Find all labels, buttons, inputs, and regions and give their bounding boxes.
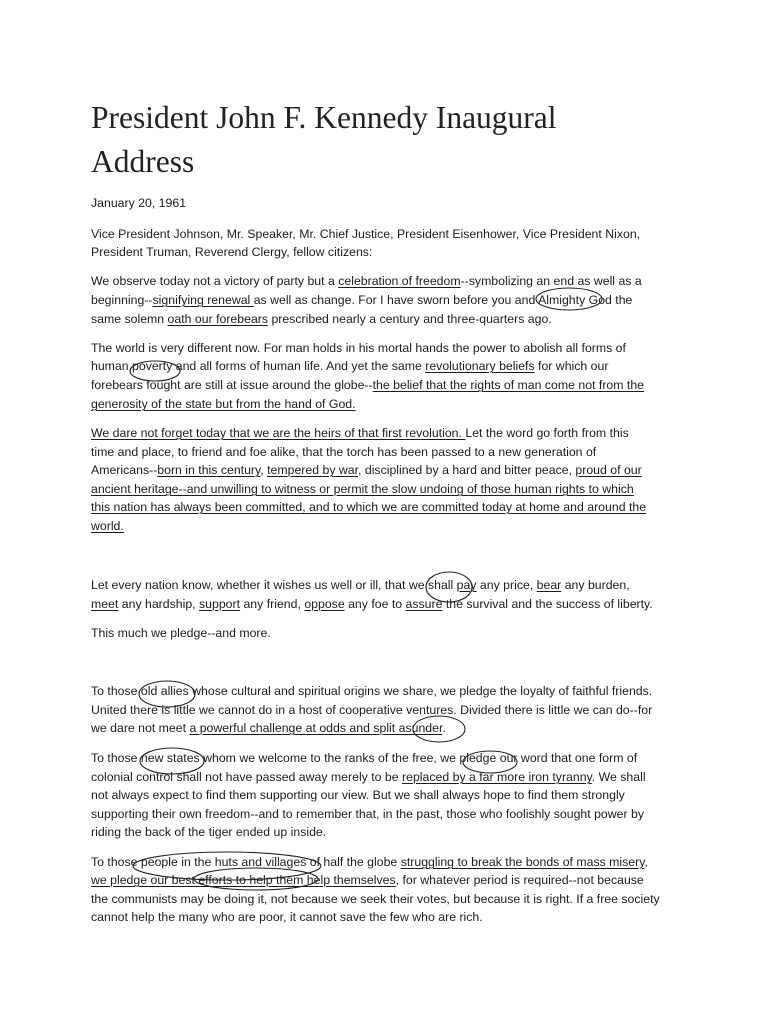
paragraph-7-line-4: supporting their own freedom--and to remember that, in the past, those who foolishly sought power by <box>91 807 644 821</box>
document-title <box>91 96 711 184</box>
paragraph-2-line-2: human poverty and all forms of human life. And yet the same revolutionary beliefs for which our <box>91 359 609 373</box>
paragraph-1-line-2: beginning--signifying renewal as well as change. For I have sworn before you and Almighty God the <box>91 293 633 307</box>
paragraph-7-line-5: riding the back of the tiger ended up inside. <box>91 825 327 839</box>
underlined-phrase: this nation has always been committed, and to which we are committed today at home and around the <box>91 500 647 514</box>
paragraph-6-line-1: To those old allies whose cultural and spiritual origins we share, we pledge the loyalty of faithful friends. <box>91 684 653 698</box>
paragraph-2-line-1: The world is very different now. For man holds in his mortal hands the power to abolish all forms of <box>91 341 626 355</box>
underlined-phrase: We dare not forget today that we are the heirs of that first revolution. <box>91 426 466 440</box>
paragraph-1-line-3: same solemn oath our forebears prescribed nearly a century and three-quarters ago. <box>91 312 552 326</box>
paragraph-7-line-2: colonial control shall not have passed away merely to be replaced by a far more iron tyranny. We shall <box>91 770 646 784</box>
underlined-phrase: ancient heritage--and unwilling to witness or permit the slow undoing of those human rights to which <box>91 482 634 496</box>
underlined-phrase: celebration of freedom <box>338 274 461 288</box>
title-line-1: President John F. Kennedy Inaugural <box>91 100 557 135</box>
paragraph-8-line-4: cannot help the many who are poor, it cannot save the few who are rich. <box>91 910 483 924</box>
underlined-phrase: generosity of the state but from the hand of God. <box>91 397 356 411</box>
underlined-phrase: replaced by a far more iron tyranny <box>402 770 592 784</box>
underlined-phrase: born in this century <box>157 463 261 477</box>
paragraph-8-line-3: the communists may be doing it, not because we seek their votes, but because it is right. If a free society <box>91 892 660 906</box>
paragraph-6-line-2: United there is little we cannot do in a host of cooperative ventures. Divided there is little we can do--for <box>91 703 653 717</box>
underlined-phrase: a powerful challenge at odds and split asunder <box>189 721 443 735</box>
date-line: January 20, 1961 <box>91 196 187 210</box>
paragraph-8-line-2: we pledge our best efforts to help them help themselves, for whatever period is required--not because <box>91 873 644 887</box>
underlined-phrase: signifying renewal <box>152 293 254 307</box>
paragraph-3-line-2: time and place, to friend and foe alike, that the torch has been passed to a new generation of <box>91 445 597 459</box>
underlined-phrase: revolutionary beliefs <box>425 359 535 373</box>
paragraph-4-line-1: Let every nation know, whether it wishes us well or ill, that we shall pay any price, bear any burden, <box>91 578 630 592</box>
underlined-phrase: struggling to break the bonds of mass misery <box>400 855 645 869</box>
salutation-line-1: Vice President Johnson, Mr. Speaker, Mr. Chief Justice, President Eisenhower, Vice President Nixon, <box>91 227 641 241</box>
paragraph-2-line-3: forebears fought are still at issue around the globe--the belief that the rights of man come not from the <box>91 378 645 392</box>
paragraph-3-line-1: We dare not forget today that we are the heirs of that first revolution. Let the word go forth from this <box>91 426 629 440</box>
underlined-phrase: we pledge our best efforts to help them help themselves <box>91 873 396 887</box>
underlined-phrase: oath our forebears <box>167 312 269 326</box>
salutation-line-2: President Truman, Reverend Clergy, fellow citizens: <box>91 245 373 259</box>
paragraph-6-line-3: we dare not meet a powerful challenge at odds and split asunder. <box>91 721 446 735</box>
underlined-phrase: the belief that the rights of man come not from the <box>372 378 645 392</box>
paragraph-7-line-3: not always expect to find them supporting our view. But we shall always hope to find them strongly <box>91 788 625 802</box>
underlined-word: bear <box>536 578 562 592</box>
paragraph-3-line-6 <box>91 517 124 535</box>
underlined-word: assure <box>405 597 443 611</box>
paragraph-3-line-3: Americans--born in this century, tempered by war, disciplined by a hard and bitter peace, proud of our <box>91 463 642 477</box>
paragraph-5: This much we pledge--and more. <box>91 626 271 640</box>
underlined-word: pay <box>456 578 477 592</box>
paragraph-2-line-4 <box>91 395 356 413</box>
paragraph-3-line-4 <box>91 480 634 498</box>
underlined-word: meet <box>91 597 119 611</box>
paragraph-3-line-5 <box>91 498 646 516</box>
paragraph-8-line-1: To those people in the huts and villages of half the globe struggling to break the bonds of mass misery, <box>91 855 648 869</box>
underlined-word: oppose <box>304 597 345 611</box>
underlined-phrase: world. <box>91 519 124 533</box>
paragraph-1-line-1: We observe today not a victory of party but a celebration of freedom--symbolizing an end as well as a <box>91 274 642 288</box>
underlined-word: support <box>199 597 241 611</box>
paragraph-4-line-2: meet any hardship, support any friend, oppose any foe to assure the survival and the success of liberty. <box>91 597 653 611</box>
underlined-phrase: proud of our <box>575 463 642 477</box>
paragraph-7-line-1: To those new states whom we welcome to the ranks of the free, we pledge our word that one form of <box>91 751 638 765</box>
underlined-phrase: tempered by war <box>267 463 359 477</box>
title-line-2: Address <box>91 144 195 179</box>
